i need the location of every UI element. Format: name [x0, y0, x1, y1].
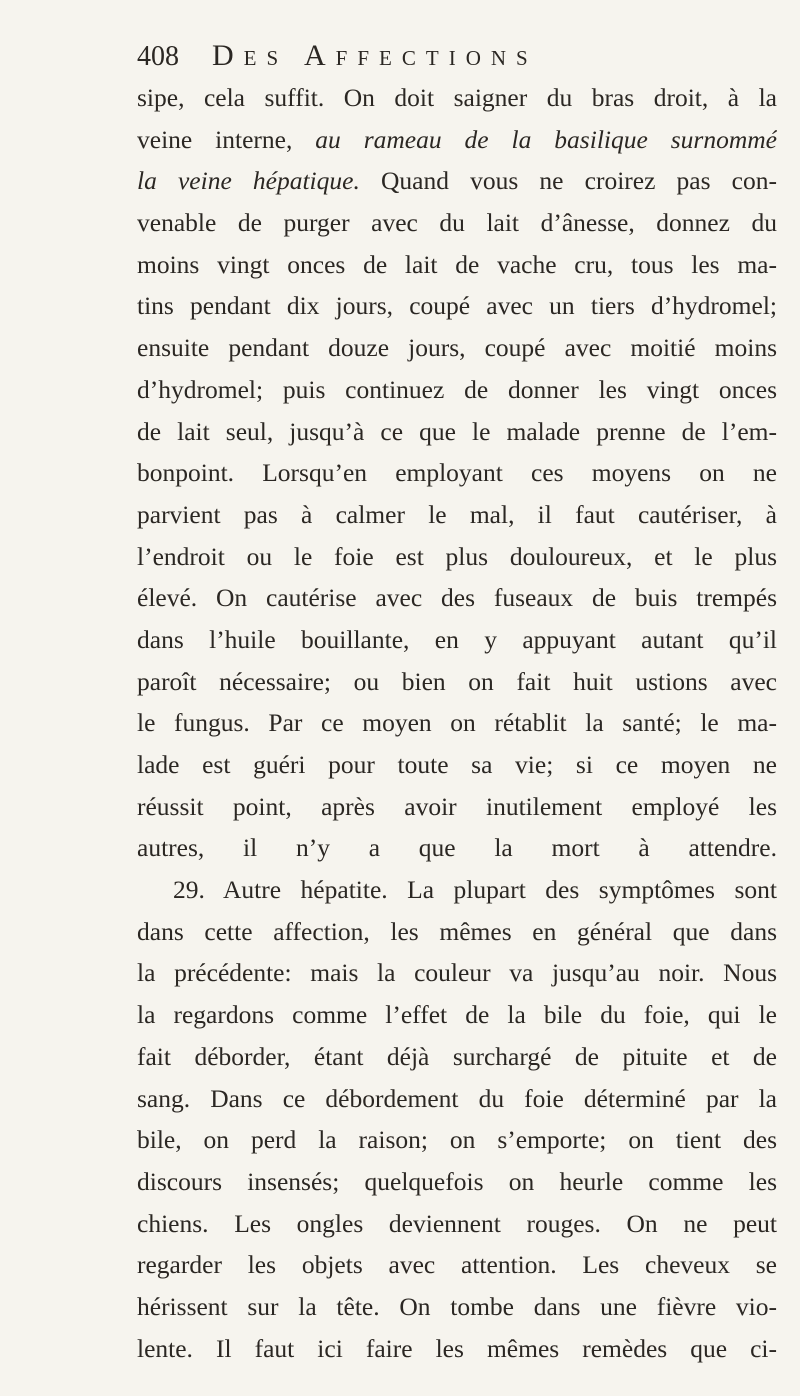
- text-line: [137, 786, 777, 828]
- text-line: [137, 1119, 777, 1161]
- text-line: [137, 285, 777, 327]
- text-span: tins pendant dix jours, coupé avec un tiers d’hydromel;: [137, 291, 777, 321]
- italic-text: la veine hépatique.: [137, 166, 360, 196]
- text-line: [137, 411, 777, 453]
- text-line: [137, 452, 777, 494]
- text-span: hérissent sur la tête. On tombe dans une fièvre vio-: [137, 1291, 777, 1321]
- text-span: sipe, cela suffit. On doit saigner du bras droit, à la: [137, 83, 777, 112]
- text-line: [137, 661, 777, 703]
- text-line: [137, 994, 777, 1036]
- text-span: moins vingt onces de lait de vache cru, tous les ma-: [137, 249, 777, 279]
- text-span: Quand vous ne croirez pas con-: [359, 166, 777, 196]
- text-line: [137, 952, 777, 994]
- text-span: bile, on perd la raison; on s’emporte; on tient des: [137, 1125, 777, 1155]
- text-line: [137, 244, 777, 286]
- text-span: veine interne,: [137, 124, 316, 154]
- text-line: [137, 577, 777, 619]
- text-span: lade est guéri pour toute sa vie; si ce moyen ne: [137, 750, 777, 779]
- text-span: venable de purger avec du lait d’ânesse, donnez du: [137, 208, 777, 238]
- text-span: dans l’huile bouillante, en y appuyant autant qu’il: [137, 624, 777, 654]
- text-span: regarder les objets avec attention. Les cheveux se: [137, 1250, 777, 1280]
- running-title: Des Affections: [212, 39, 538, 72]
- text-span: sang. Dans ce débordement du foie déterminé par la: [137, 1083, 777, 1113]
- text-line: [137, 1244, 777, 1286]
- text-span: discours insensés; quelquefois on heurle comme les: [137, 1166, 777, 1196]
- text-line: [137, 160, 777, 202]
- text-span: réussit point, après avoir inutilement employé les: [137, 791, 777, 821]
- text-span: lente. Il faut ici faire les mêmes remèdes que ci-: [137, 1333, 777, 1363]
- text-line: [137, 494, 777, 536]
- text-span: dans cette affection, les mêmes en général que dans: [137, 916, 777, 946]
- text-span: ensuite pendant douze jours, coupé avec moitié moins: [137, 333, 777, 363]
- text-line: [137, 536, 777, 578]
- text-line: [137, 1036, 777, 1078]
- text-line: [137, 119, 777, 161]
- text-span: parvient pas à calmer le mal, il faut cautériser, à: [137, 499, 777, 529]
- text-line: [137, 1328, 777, 1370]
- text-span: chiens. Les ongles deviennent rouges. On ne peut: [137, 1208, 777, 1238]
- italic-text: au rameau de la basilique surnommé: [315, 124, 777, 154]
- text-line: [137, 702, 777, 744]
- text-span: fait déborder, étant déjà surchargé de pituite et de: [137, 1041, 777, 1071]
- text-line: [137, 827, 777, 869]
- text-span: bonpoint. Lorsqu’en employant ces moyens on ne: [137, 458, 777, 488]
- text-span: paroît nécessaire; ou bien on fait huit ustions avec: [137, 666, 777, 696]
- text-line: [137, 911, 777, 953]
- text-line: [137, 202, 777, 244]
- text-line: [137, 327, 777, 369]
- text-span: la précédente: mais la couleur va jusqu’au noir. Nous: [137, 958, 777, 988]
- text-span: autres, il n’y a que la mort à attendre.: [137, 833, 777, 863]
- body-text: [137, 77, 777, 1369]
- text-line: [137, 1286, 777, 1328]
- text-span: la regardons comme l’effet de la bile du foie, qui le: [137, 1000, 777, 1030]
- text-line: [137, 1203, 777, 1245]
- text-span: élevé. On cautérise avec des fuseaux de buis trempés: [137, 583, 777, 613]
- text-line: [137, 744, 777, 786]
- text-span: l’endroit ou le foie est plus douloureux, et le plus: [137, 541, 777, 571]
- text-span: le fungus. Par ce moyen on rétablit la santé; le ma-: [137, 708, 777, 738]
- page-number: 408: [137, 41, 179, 72]
- text-span: d’hydromel; puis continuez de donner les vingt onces: [137, 374, 777, 404]
- text-line: [137, 369, 777, 411]
- text-line: [137, 1078, 777, 1120]
- text-span: de lait seul, jusqu’à ce que le malade prenne de l’em-: [137, 416, 777, 446]
- text-span: 29. Autre hépatite. La plupart des symptômes sont: [173, 875, 777, 905]
- text-line: [137, 77, 777, 119]
- text-line: [137, 1161, 777, 1203]
- page-header: [137, 36, 777, 76]
- text-line: [137, 619, 777, 661]
- text-line: [137, 869, 777, 911]
